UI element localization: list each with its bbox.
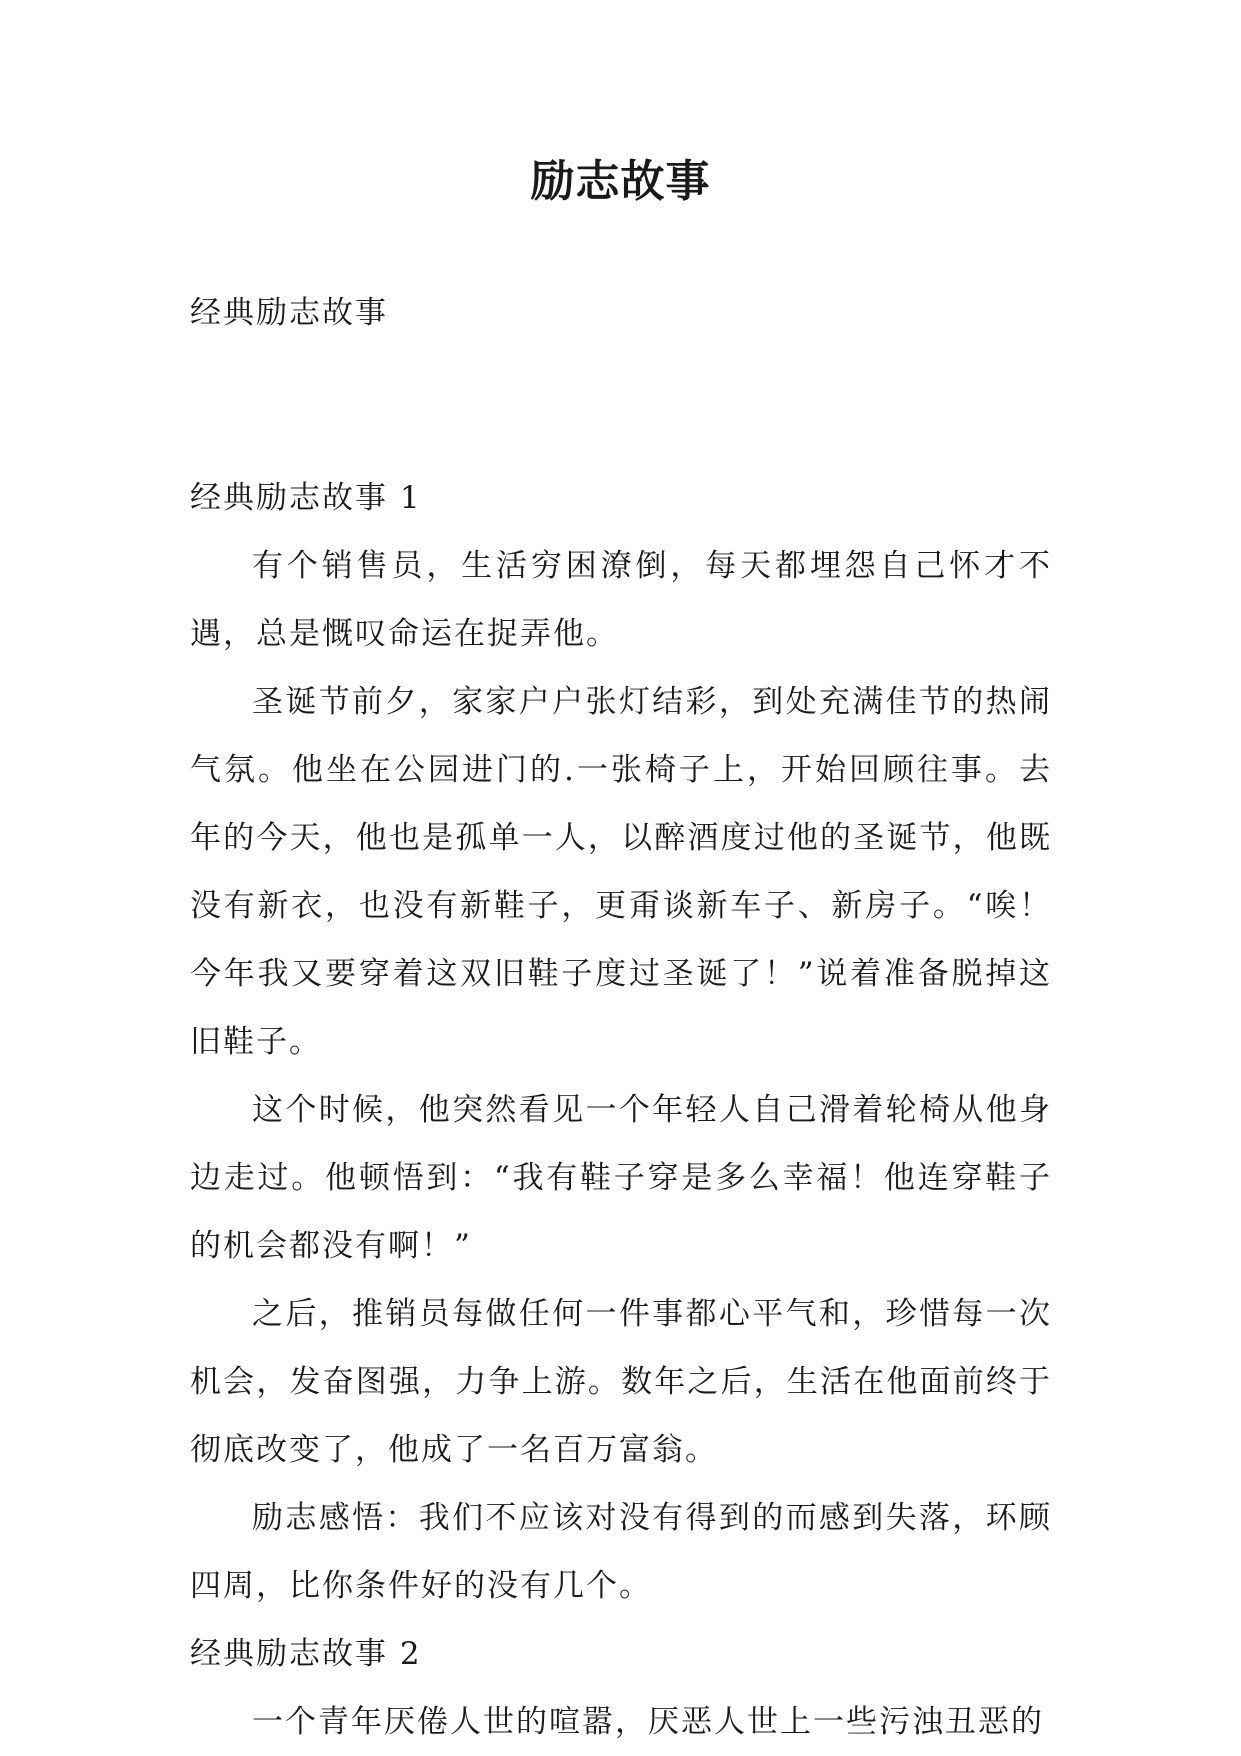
paragraph: 励志感悟：我们不应该对没有得到的而感到失落，环顾四周，比你条件好的没有几个。 (190, 1500, 1052, 1604)
section-heading: 经典励志故事 1 (190, 480, 422, 516)
document-title: 励志故事 (530, 156, 711, 207)
paragraph: 有个销售员，生活穷困潦倒，每天都埋怨自己怀才不遇，总是慨叹命运在捉弄他。 (190, 548, 1052, 652)
paragraph: 之后，推销员每做任何一件事都心平气和，珍惜每一次机会，发奋图强，力争上游。数年之后，生活在他面前终于彻底改变了，他成了一名百万富翁。 (190, 1296, 1052, 1468)
story-section-2 (190, 1620, 1052, 1756)
paragraph: 这个时候，他突然看见一个年轻人自己滑着轮椅从他身边走过。他顿悟到：“我有鞋子穿是多么幸福！他连穿鞋子的机会都没有啊！” (190, 1092, 1052, 1264)
section-heading: 经典励志故事 2 (190, 1636, 422, 1672)
document-body (190, 464, 1052, 1756)
story-section-1 (190, 464, 1052, 1620)
paragraph: 一个青年厌倦人世的喧嚣，厌恶人世上一些污浊丑恶的 (252, 1704, 1044, 1740)
paragraph: 圣诞节前夕，家家户户张灯结彩，到处充满佳节的热闹气氛。他坐在公园进门的.一张椅子上，开始回顾往事。去年的今天，他也是孤单一人，以醉酒度过他的圣诞节，他既没有新衣，也没有新鞋子，更甭谈新车子、新房子。“唉！今年我又要穿着这双旧鞋子度过圣诞了！”说着准备脱掉这旧鞋子。 (190, 684, 1052, 1060)
document-subtitle: 经典励志故事 (190, 295, 388, 331)
